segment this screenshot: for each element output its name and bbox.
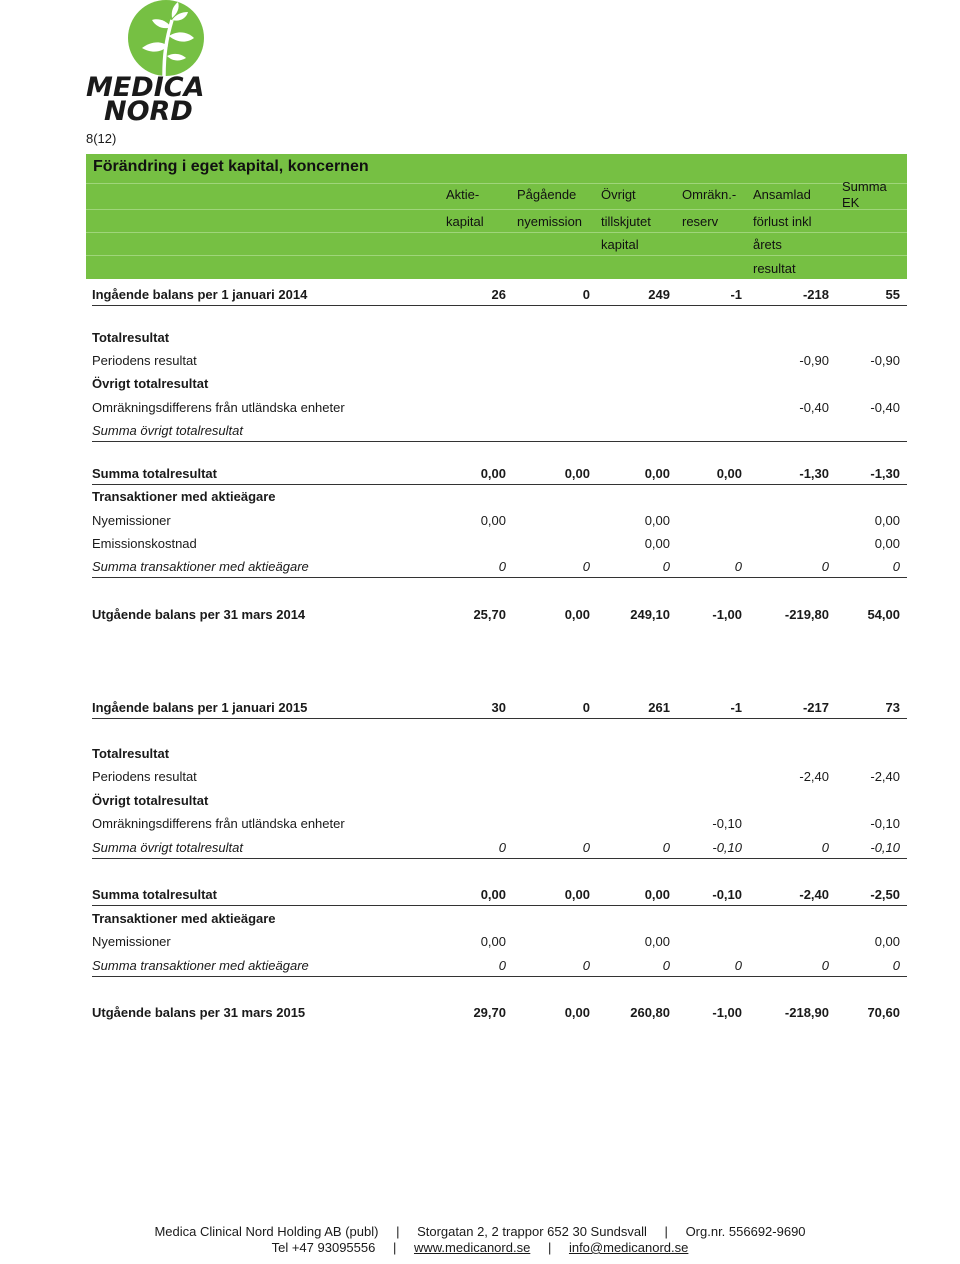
row-value: -2,40: [799, 769, 829, 784]
row-value: -0,10: [870, 816, 900, 831]
row-label: Övrigt totalresultat: [92, 793, 209, 808]
row-value: 0,00: [564, 887, 590, 902]
row-label: Nyemissioner: [92, 934, 171, 949]
row-value: -2,40: [870, 769, 900, 784]
footer-separator: |: [396, 1224, 400, 1239]
col-tillskjutet-line1: Övrigt: [601, 187, 636, 202]
page-title: Förändring i eget kapital, koncernen: [93, 158, 369, 175]
row-value: 0,00: [564, 466, 590, 481]
row-label: Summa totalresultat: [92, 887, 217, 902]
row-value: -0,10: [712, 840, 742, 855]
row-value: 0,00: [644, 887, 670, 902]
col-ansamlad-line2: förlust inkl: [753, 214, 812, 229]
row-label: Ingående balans per 1 januari 2014: [92, 287, 308, 302]
leaf-icon: [112, 0, 212, 80]
footer-phone: Tel +47 93095556: [271, 1240, 376, 1255]
row-value: -0,40: [799, 400, 829, 415]
row-value: 0: [498, 840, 506, 855]
col-reserv-line1: Omräkn.-: [682, 187, 737, 202]
table-row: [92, 767, 907, 787]
row-value: -1: [730, 287, 742, 302]
table-row: [92, 285, 907, 306]
table-row: [92, 932, 907, 952]
row-value: -217: [802, 700, 829, 715]
col-aktiekapital-line2: kapital: [446, 214, 484, 229]
table-row: [92, 328, 907, 348]
row-value: 0,00: [480, 934, 506, 949]
row-value: 0,00: [644, 934, 670, 949]
footer-website-link[interactable]: www.medicanord.se: [413, 1240, 531, 1255]
row-value: 29,70: [473, 1005, 506, 1020]
table-row: [92, 487, 907, 507]
row-label: Utgående balans per 31 mars 2014: [92, 607, 306, 622]
row-value: 0,00: [644, 513, 670, 528]
row-value: -218,90: [784, 1005, 829, 1020]
row-value: -1: [730, 700, 742, 715]
row-label: Ingående balans per 1 januari 2015: [92, 700, 308, 715]
table-row: [92, 605, 907, 625]
row-value: 0: [582, 700, 590, 715]
row-value: 73: [885, 700, 900, 715]
table-row: [92, 956, 907, 977]
row-label: Totalresultat: [92, 330, 170, 345]
table-row: [92, 557, 907, 578]
row-value: 0: [498, 559, 506, 574]
row-value: -1,30: [799, 466, 829, 481]
row-value: -0,10: [712, 887, 742, 902]
row-value: 0: [498, 958, 506, 973]
row-value: 0,00: [564, 607, 590, 622]
row-label: Summa övrigt totalresultat: [92, 423, 244, 438]
row-value: 0: [892, 958, 900, 973]
row-value: 0: [734, 559, 742, 574]
footer-company: Medica Clinical Nord Holding AB (publ): [154, 1224, 379, 1239]
row-value: -0,90: [799, 353, 829, 368]
header-divider: [86, 183, 907, 184]
table-row: [92, 374, 907, 394]
row-label: Summa transaktioner med aktieägare: [92, 559, 309, 574]
row-value: 0,00: [480, 513, 506, 528]
row-value: 0: [892, 559, 900, 574]
col-summa-line2: EK: [842, 195, 860, 210]
row-value: 0: [582, 840, 590, 855]
row-value: 55: [885, 287, 900, 302]
row-value: 260,80: [630, 1005, 670, 1020]
row-value: -0,90: [870, 353, 900, 368]
footer-line2: [0, 1240, 960, 1255]
table-row: [92, 838, 907, 859]
table-row: [92, 885, 907, 906]
table-row: [92, 351, 907, 371]
table-row: [92, 464, 907, 485]
footer-email-link[interactable]: info@medicanord.se: [568, 1240, 689, 1255]
table-row: [92, 421, 907, 442]
row-value: 0: [734, 958, 742, 973]
row-value: 261: [648, 700, 670, 715]
row-label: Övrigt totalresultat: [92, 376, 209, 391]
logo-line1: MEDICA: [86, 72, 205, 103]
table-row: [92, 511, 907, 531]
row-value: -219,80: [784, 607, 829, 622]
row-value: -1,30: [870, 466, 900, 481]
row-label: Transaktioner med aktieägare: [92, 911, 276, 926]
footer-address: Storgatan 2, 2 trappor 652 30 Sundsvall: [417, 1224, 647, 1239]
row-label: Summa transaktioner med aktieägare: [92, 958, 309, 973]
row-label: Summa övrigt totalresultat: [92, 840, 244, 855]
table-row: [92, 534, 907, 554]
col-summa-line1: Summa: [842, 179, 887, 194]
footer-separator: |: [547, 1240, 552, 1255]
col-ansamlad-line1: Ansamlad: [753, 187, 811, 202]
row-value: 0: [662, 958, 670, 973]
row-label: Nyemissioner: [92, 513, 171, 528]
page-number: 8(12): [86, 131, 117, 146]
row-label: Summa totalresultat: [92, 466, 217, 481]
col-ansamlad-line4: resultat: [753, 261, 796, 276]
col-ansamlad-line3: årets: [753, 237, 782, 252]
row-value: 249: [648, 287, 670, 302]
row-value: 25,70: [473, 607, 506, 622]
row-value: 0: [821, 559, 829, 574]
header-divider: [86, 232, 907, 233]
row-label: Totalresultat: [92, 746, 170, 761]
row-value: 70,60: [867, 1005, 900, 1020]
header-divider: [86, 209, 907, 210]
company-logo: [86, 0, 216, 126]
footer-line1: [0, 1224, 960, 1239]
row-label: Periodens resultat: [92, 769, 197, 784]
row-label: Periodens resultat: [92, 353, 197, 368]
row-value: 0: [582, 287, 590, 302]
col-tillskjutet-line3: kapital: [601, 237, 639, 252]
row-value: -2,40: [799, 887, 829, 902]
col-aktiekapital-line1: Aktie-: [446, 187, 480, 202]
col-nyemission-line1: Pågående: [517, 187, 577, 202]
row-value: 0,00: [874, 513, 900, 528]
row-value: -0,10: [712, 816, 742, 831]
row-label: Omräkningsdifferens från utländska enheter: [92, 400, 345, 415]
row-value: -1,00: [712, 1005, 742, 1020]
table-row: [92, 814, 907, 834]
row-value: -1,00: [712, 607, 742, 622]
row-value: 54,00: [867, 607, 900, 622]
table-row: [92, 398, 907, 418]
row-value: 0,00: [480, 887, 506, 902]
row-value: -2,50: [870, 887, 900, 902]
footer-separator: |: [664, 1224, 668, 1239]
row-value: -218: [802, 287, 829, 302]
table-row: [92, 909, 907, 929]
footer-separator: |: [392, 1240, 397, 1255]
col-reserv-line2: reserv: [682, 214, 719, 229]
row-value: 0: [821, 958, 829, 973]
row-value: 0: [582, 559, 590, 574]
footer-orgnr: Org.nr. 556692-9690: [685, 1224, 806, 1239]
table-row: [92, 698, 907, 719]
row-label: Omräkningsdifferens från utländska enheter: [92, 816, 345, 831]
row-value: 0,00: [564, 1005, 590, 1020]
row-label: Emissionskostnad: [92, 536, 197, 551]
col-nyemission-line2: nyemission: [517, 214, 583, 229]
row-value: 0,00: [874, 536, 900, 551]
row-value: 0,00: [480, 466, 506, 481]
col-tillskjutet-line2: tillskjutet: [601, 214, 651, 229]
table-row: [92, 791, 907, 811]
row-value: 0,00: [644, 466, 670, 481]
row-value: 0,00: [716, 466, 742, 481]
row-value: 0,00: [644, 536, 670, 551]
table-row: [92, 744, 907, 764]
row-value: 26: [491, 287, 506, 302]
table-row: [92, 1003, 907, 1023]
row-value: 0: [582, 958, 590, 973]
row-value: 0,00: [874, 934, 900, 949]
row-value: 0: [662, 840, 670, 855]
row-value: 30: [491, 700, 506, 715]
row-label: Utgående balans per 31 mars 2015: [92, 1005, 306, 1020]
row-value: -0,10: [870, 840, 900, 855]
row-value: 249,10: [630, 607, 670, 622]
logo-line2: NORD: [104, 96, 193, 127]
header-divider: [86, 255, 907, 256]
row-value: 0: [662, 559, 670, 574]
table-header: [86, 154, 907, 279]
row-label: Transaktioner med aktieägare: [92, 489, 276, 504]
row-value: 0: [821, 840, 829, 855]
row-value: -0,40: [870, 400, 900, 415]
